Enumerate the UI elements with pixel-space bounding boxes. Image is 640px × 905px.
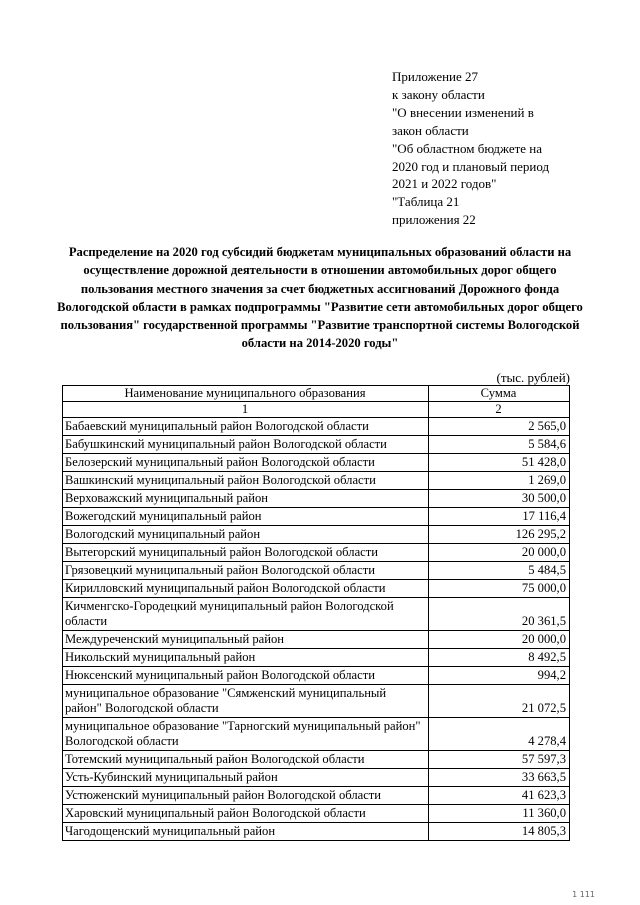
subsidy-amount: 17 116,4 bbox=[429, 508, 570, 526]
appendix-line: "О внесении изменений в bbox=[392, 104, 534, 120]
subsidy-table bbox=[62, 385, 570, 841]
table-row bbox=[63, 418, 570, 436]
municipality-name: Вожегодский муниципальный район bbox=[63, 508, 429, 526]
table-row bbox=[63, 631, 570, 649]
municipality-name: муниципальное образование "Тарногский муниципальный район" Вологодской области bbox=[63, 718, 429, 751]
table-row bbox=[63, 562, 570, 580]
appendix-line: к закону области bbox=[392, 86, 485, 102]
appendix-line: "Таблица 21 bbox=[392, 194, 460, 210]
municipality-name: Белозерский муниципальный район Вологодской области bbox=[63, 454, 429, 472]
municipality-name: Вологодский муниципальный район bbox=[63, 526, 429, 544]
subsidy-amount: 994,2 bbox=[429, 667, 570, 685]
table-row bbox=[63, 667, 570, 685]
page-mark: 1 111 bbox=[572, 890, 595, 899]
subsidy-amount: 126 295,2 bbox=[429, 526, 570, 544]
subsidy-amount: 21 072,5 bbox=[429, 685, 570, 718]
subsidy-amount: 33 663,5 bbox=[429, 769, 570, 787]
subsidy-amount: 4 278,4 bbox=[429, 718, 570, 751]
municipality-name: муниципальное образование "Сямженский муниципальный район" Вологодской области bbox=[63, 685, 429, 718]
subsidy-amount: 20 000,0 bbox=[429, 544, 570, 562]
table-row bbox=[63, 805, 570, 823]
table-row bbox=[63, 454, 570, 472]
municipality-name: Междуреченский муниципальный район bbox=[63, 631, 429, 649]
municipality-name: Устюженский муниципальный район Вологодской области bbox=[63, 787, 429, 805]
subsidy-amount: 57 597,3 bbox=[429, 751, 570, 769]
municipality-name: Бабаевский муниципальный район Вологодской области bbox=[63, 418, 429, 436]
subsidy-amount: 1 269,0 bbox=[429, 472, 570, 490]
municipality-name: Верховажский муниципальный район bbox=[63, 490, 429, 508]
table-row bbox=[63, 598, 570, 631]
subsidy-amount: 5 584,6 bbox=[429, 436, 570, 454]
subsidy-amount: 11 360,0 bbox=[429, 805, 570, 823]
appendix-note bbox=[392, 68, 592, 229]
table-row bbox=[63, 685, 570, 718]
table-row bbox=[63, 580, 570, 598]
subsidy-amount: 2 565,0 bbox=[429, 418, 570, 436]
municipality-name: Харовский муниципальный район Вологодской области bbox=[63, 805, 429, 823]
appendix-line: 2020 год и плановый период bbox=[392, 158, 550, 174]
column-header-name: Наименование муниципального образования bbox=[63, 386, 429, 402]
appendix-line: 2021 и 2022 годов" bbox=[392, 176, 497, 192]
subsidy-amount: 20 000,0 bbox=[429, 631, 570, 649]
units-label: (тыс. рублей) bbox=[496, 370, 570, 385]
table-body bbox=[63, 418, 570, 841]
municipality-name: Нюксенский муниципальный район Вологодской области bbox=[63, 667, 429, 685]
municipality-name: Вытегорский муниципальный район Вологодской области bbox=[63, 544, 429, 562]
table-row bbox=[63, 823, 570, 841]
table-row bbox=[63, 718, 570, 751]
subsidy-amount: 20 361,5 bbox=[429, 598, 570, 631]
table-header-row bbox=[63, 386, 570, 402]
table-row bbox=[63, 649, 570, 667]
municipality-name: Чагодощенский муниципальный район bbox=[63, 823, 429, 841]
appendix-line: Приложение 27 bbox=[392, 69, 479, 84]
municipality-name: Бабушкинский муниципальный район Вологодской области bbox=[63, 436, 429, 454]
column-number: 2 bbox=[429, 402, 570, 418]
table-row bbox=[63, 490, 570, 508]
column-number: 1 bbox=[63, 402, 429, 418]
subsidy-amount: 8 492,5 bbox=[429, 649, 570, 667]
municipality-name: Кирилловский муниципальный район Вологодской области bbox=[63, 580, 429, 598]
appendix-line: закон области bbox=[392, 122, 469, 138]
appendix-line: приложения 22 bbox=[392, 212, 476, 228]
municipality-name: Вашкинский муниципальный район Вологодской области bbox=[63, 472, 429, 490]
table-row bbox=[63, 544, 570, 562]
subsidy-amount: 41 623,3 bbox=[429, 787, 570, 805]
subsidy-amount: 75 000,0 bbox=[429, 580, 570, 598]
municipality-name: Усть-Кубинский муниципальный район bbox=[63, 769, 429, 787]
municipality-name: Грязовецкий муниципальный район Вологодской области bbox=[63, 562, 429, 580]
table-row bbox=[63, 526, 570, 544]
subsidy-amount: 14 805,3 bbox=[429, 823, 570, 841]
table-row bbox=[63, 769, 570, 787]
table-row bbox=[63, 751, 570, 769]
table-row bbox=[63, 787, 570, 805]
table-row bbox=[63, 436, 570, 454]
table-row bbox=[63, 508, 570, 526]
document-title: Распределение на 2020 год субсидий бюджетам муниципальных образований области на осуществление дорожной деятельности в отношении автомобильных дорог общего пользования местного значения за счет бюджетных ассигнований Дорожного фонда Вологодской области в рамках подпрограммы "Развитие сети автомобильных дорог общего пользования" государственной программы "Развитие транспортной системы Вологодской области на 2014-2020 годы" bbox=[57, 245, 583, 351]
subsidy-amount: 5 484,5 bbox=[429, 562, 570, 580]
table-row bbox=[63, 472, 570, 490]
municipality-name: Кичменгско-Городецкий муниципальный район Вологодской области bbox=[63, 598, 429, 631]
subsidy-amount: 30 500,0 bbox=[429, 490, 570, 508]
column-header-sum: Сумма bbox=[429, 386, 570, 402]
municipality-name: Никольский муниципальный район bbox=[63, 649, 429, 667]
subsidy-amount: 51 428,0 bbox=[429, 454, 570, 472]
municipality-name: Тотемский муниципальный район Вологодской области bbox=[63, 751, 429, 769]
column-number-row bbox=[63, 402, 570, 418]
appendix-line: "Об областном бюджете на bbox=[392, 140, 543, 156]
